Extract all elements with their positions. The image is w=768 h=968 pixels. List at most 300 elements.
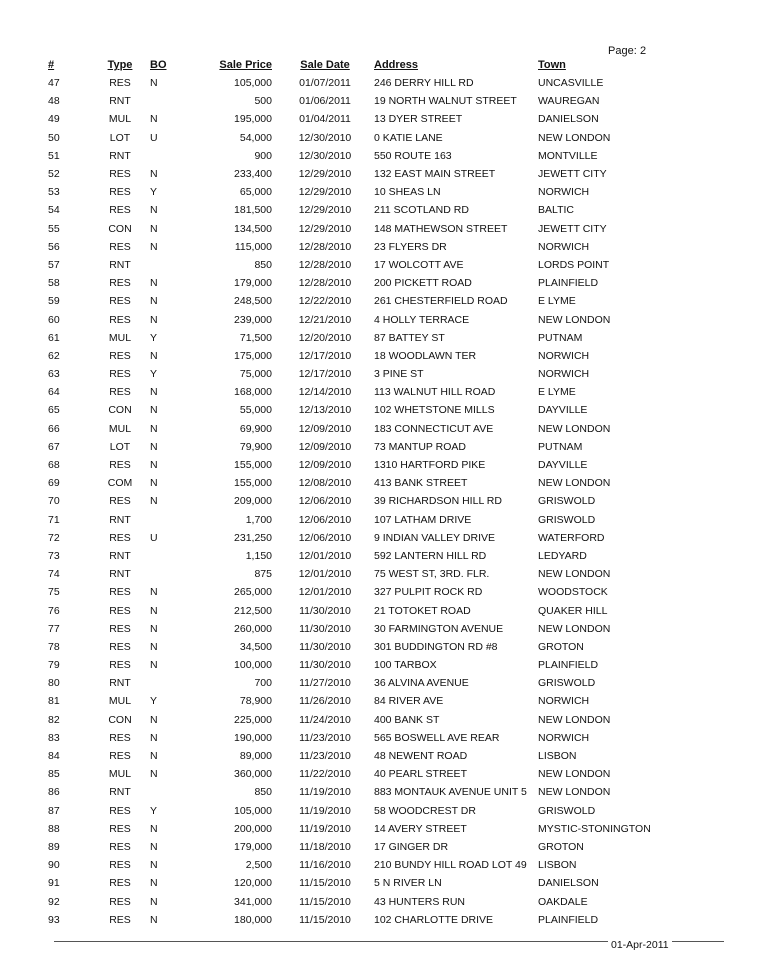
row-address: 30 FARMINGTON AVENUE	[374, 622, 504, 635]
row-sale-price: 115,000	[234, 240, 272, 253]
row-sale-price: 179,000	[234, 277, 272, 290]
row-bo: N	[150, 877, 158, 890]
row-address: 9 INDIAN VALLEY DRIVE	[374, 531, 495, 544]
table-row	[46, 492, 668, 510]
row-num: 92	[48, 895, 60, 908]
row-bo: N	[150, 840, 158, 853]
row-type: RES	[109, 913, 131, 926]
row-type: MUL	[108, 422, 132, 435]
row-sale-date: 12/28/2010	[298, 258, 352, 271]
row-address: 87 BATTEY ST	[374, 331, 445, 344]
footer-date: 01-Apr-2011	[608, 939, 672, 951]
row-bo: N	[150, 277, 158, 290]
row-num: 73	[48, 549, 60, 562]
table-row	[46, 601, 668, 619]
row-bo: N	[150, 859, 158, 872]
table-row	[46, 638, 668, 656]
row-bo: N	[150, 495, 158, 508]
row-type: RES	[109, 349, 131, 362]
row-num: 51	[48, 149, 60, 162]
row-bo: N	[150, 586, 158, 599]
row-address: 565 BOSWELL AVE REAR	[374, 731, 500, 744]
row-sale-price: 155,000	[234, 477, 272, 490]
row-sale-price: 79,900	[239, 440, 272, 453]
row-num: 89	[48, 840, 60, 853]
row-sale-date: 12/01/2010	[298, 549, 352, 562]
row-bo: N	[150, 168, 158, 181]
table-row	[46, 674, 668, 692]
row-sale-date: 12/22/2010	[298, 295, 352, 308]
table-row	[46, 838, 668, 856]
row-num: 70	[48, 495, 60, 508]
row-town: QUAKER HILL	[538, 604, 608, 617]
row-bo: N	[150, 822, 158, 835]
row-town: MONTVILLE	[538, 149, 598, 162]
row-town: WOODSTOCK	[538, 586, 608, 599]
row-town: JEWETT CITY	[538, 168, 607, 181]
row-town: NEW LONDON	[538, 622, 611, 635]
row-type: RNT	[109, 568, 131, 581]
row-sale-date: 12/09/2010	[298, 422, 352, 435]
row-sale-date: 12/06/2010	[298, 531, 352, 544]
table-row	[46, 147, 668, 165]
row-type: RES	[109, 277, 131, 290]
row-town: PUTNAM	[538, 331, 583, 344]
row-type: RES	[109, 459, 131, 472]
table-row	[46, 383, 668, 401]
row-type: CON	[108, 404, 132, 417]
row-num: 55	[48, 222, 60, 235]
row-sale-date: 11/22/2010	[299, 768, 351, 781]
row-sale-price: 181,500	[234, 204, 272, 217]
row-town: GRISWOLD	[538, 513, 596, 526]
row-num: 85	[48, 768, 60, 781]
row-type: RES	[109, 186, 131, 199]
row-bo: N	[150, 604, 158, 617]
row-town: E LYME	[538, 386, 576, 399]
row-town: NORWICH	[538, 731, 590, 744]
row-sale-date: 12/29/2010	[298, 168, 352, 181]
row-type: RES	[109, 313, 131, 326]
row-address: 113 WALNUT HILL ROAD	[374, 386, 496, 399]
row-town: GROTON	[538, 840, 584, 853]
row-sale-price: 75,000	[239, 368, 272, 381]
row-type: RNT	[109, 786, 131, 799]
row-num: 86	[48, 786, 60, 799]
table-row	[46, 511, 668, 529]
row-type: RES	[109, 77, 131, 90]
row-town: NORWICH	[538, 349, 590, 362]
row-town: DAYVILLE	[538, 459, 588, 472]
row-sale-price: 233,400	[234, 168, 272, 181]
table-row	[46, 165, 668, 183]
table-row	[46, 347, 668, 365]
row-address: 18 WOODLAWN TER	[374, 349, 477, 362]
header-town: Town	[538, 59, 566, 71]
row-sale-date: 11/16/2010	[299, 859, 351, 872]
row-address: 84 RIVER AVE	[374, 695, 444, 708]
row-town: PLAINFIELD	[538, 913, 599, 926]
table-row	[46, 729, 668, 747]
row-bo: N	[150, 77, 158, 90]
row-address: 400 BANK ST	[374, 713, 440, 726]
row-sale-date: 12/29/2010	[298, 222, 352, 235]
row-type: RES	[109, 877, 131, 890]
row-address: 3 PINE ST	[374, 368, 424, 381]
row-num: 83	[48, 731, 60, 744]
row-sale-date: 01/04/2011	[299, 113, 351, 126]
row-address: 592 LANTERN HILL RD	[374, 549, 487, 562]
row-bo	[150, 674, 188, 692]
row-num: 50	[48, 131, 60, 144]
row-address: 183 CONNECTICUT AVE	[374, 422, 494, 435]
row-type: RNT	[109, 513, 131, 526]
table-row	[46, 110, 668, 128]
row-sale-date: 11/30/2010	[299, 622, 351, 635]
row-bo	[150, 511, 188, 529]
row-address: 43 HUNTERS RUN	[374, 895, 466, 908]
row-sale-price: 239,000	[234, 313, 272, 326]
row-sale-date: 12/21/2010	[298, 313, 352, 326]
row-type: MUL	[108, 331, 132, 344]
row-sale-price: 231,250	[234, 531, 272, 544]
row-sale-price: 260,000	[234, 622, 272, 635]
row-bo: Y	[150, 695, 158, 708]
row-num: 79	[48, 659, 60, 672]
row-sale-date: 11/15/2010	[299, 895, 351, 908]
row-sale-date: 11/30/2010	[299, 640, 351, 653]
row-num: 88	[48, 822, 60, 835]
row-bo: N	[150, 750, 158, 763]
row-sale-price: 78,900	[239, 695, 272, 708]
row-num: 90	[48, 859, 60, 872]
row-num: 53	[48, 186, 60, 199]
row-type: MUL	[108, 768, 132, 781]
row-address: 19 NORTH WALNUT STREET	[374, 95, 517, 108]
row-sale-date: 12/13/2010	[298, 404, 352, 417]
table-row	[46, 256, 668, 274]
row-sale-price: 134,500	[234, 222, 272, 235]
table-row	[46, 74, 668, 92]
row-num: 48	[48, 95, 60, 108]
table-row	[46, 892, 668, 910]
table-row	[46, 129, 668, 147]
table-row	[46, 711, 668, 729]
row-town: E LYME	[538, 295, 576, 308]
row-type: RES	[109, 240, 131, 253]
row-num: 57	[48, 258, 60, 271]
row-num: 66	[48, 422, 60, 435]
row-sale-date: 12/30/2010	[298, 149, 352, 162]
row-type: RES	[109, 895, 131, 908]
table-row	[46, 401, 668, 419]
row-bo	[150, 547, 188, 565]
row-address: 107 LATHAM DRIVE	[374, 513, 472, 526]
row-num: 69	[48, 477, 60, 490]
row-sale-price: 700	[254, 677, 272, 690]
row-sale-price: 155,000	[234, 459, 272, 472]
row-sale-date: 12/14/2010	[298, 386, 352, 399]
table-row	[46, 92, 668, 110]
row-town: BALTIC	[538, 204, 574, 217]
row-type: RES	[109, 204, 131, 217]
row-town: LISBON	[538, 859, 577, 872]
row-sale-price: 875	[254, 568, 272, 581]
row-sale-date: 11/19/2010	[299, 822, 351, 835]
row-sale-date: 12/17/2010	[298, 349, 352, 362]
row-sale-date: 11/19/2010	[299, 804, 351, 817]
row-bo: N	[150, 640, 158, 653]
row-bo: U	[150, 531, 158, 544]
row-num: 84	[48, 750, 60, 763]
row-sale-date: 12/08/2010	[298, 477, 352, 490]
row-sale-date: 11/27/2010	[299, 677, 351, 690]
row-sale-price: 225,000	[234, 713, 272, 726]
row-address: 10 SHEAS LN	[374, 186, 441, 199]
row-address: 23 FLYERS DR	[374, 240, 447, 253]
row-num: 78	[48, 640, 60, 653]
row-bo: N	[150, 386, 158, 399]
header-type: Type	[107, 59, 133, 71]
row-sale-date: 12/29/2010	[298, 204, 352, 217]
row-type: RNT	[109, 677, 131, 690]
row-bo: N	[150, 895, 158, 908]
table-row	[46, 220, 668, 238]
row-address: 39 RICHARDSON HILL RD	[374, 495, 502, 508]
row-town: MYSTIC-STONINGTON	[538, 822, 651, 835]
row-sale-price: 500	[254, 95, 272, 108]
row-address: 21 TOTOKET ROAD	[374, 604, 471, 617]
page-number: 2	[640, 45, 647, 57]
header-sale-price: Sale Price	[219, 59, 272, 71]
row-address: 73 MANTUP ROAD	[374, 440, 466, 453]
row-num: 91	[48, 877, 60, 890]
row-sale-price: 195,000	[234, 113, 272, 126]
row-num: 75	[48, 586, 60, 599]
row-sale-date: 11/30/2010	[299, 604, 351, 617]
row-num: 49	[48, 113, 60, 126]
row-sale-price: 55,000	[239, 404, 272, 417]
row-town: GRISWOLD	[538, 804, 596, 817]
row-address: 13 DYER STREET	[374, 113, 463, 126]
row-bo: Y	[150, 368, 158, 381]
row-town: NEW LONDON	[538, 313, 611, 326]
row-num: 65	[48, 404, 60, 417]
table-row	[46, 820, 668, 838]
row-num: 63	[48, 368, 60, 381]
row-sale-price: 1,150	[245, 549, 272, 562]
row-sale-date: 12/29/2010	[298, 186, 352, 199]
row-bo: N	[150, 731, 158, 744]
row-num: 81	[48, 695, 60, 708]
row-address: 1310 HARTFORD PIKE	[374, 459, 486, 472]
row-sale-price: 71,500	[239, 331, 272, 344]
table-row	[46, 747, 668, 765]
row-address: 75 WEST ST, 3RD. FLR.	[374, 568, 490, 581]
row-type: RES	[109, 822, 131, 835]
row-sale-date: 12/28/2010	[298, 277, 352, 290]
row-num: 52	[48, 168, 60, 181]
row-sale-price: 105,000	[234, 77, 272, 90]
row-town: NORWICH	[538, 186, 590, 199]
row-type: RES	[109, 586, 131, 599]
row-address: 550 ROUTE 163	[374, 149, 452, 162]
row-sale-price: 100,000	[234, 659, 272, 672]
row-type: COM	[107, 477, 133, 490]
row-num: 74	[48, 568, 60, 581]
row-town: DANIELSON	[538, 877, 599, 890]
table-row	[46, 438, 668, 456]
row-bo	[150, 565, 188, 583]
row-address: 0 KATIE LANE	[374, 131, 443, 144]
row-type: RES	[109, 840, 131, 853]
row-town: PLAINFIELD	[538, 277, 599, 290]
row-address: 40 PEARL STREET	[374, 768, 467, 781]
table-row	[46, 856, 668, 874]
row-town: NORWICH	[538, 240, 590, 253]
row-sale-date: 12/17/2010	[298, 368, 352, 381]
row-num: 80	[48, 677, 60, 690]
row-sale-date: 12/30/2010	[298, 131, 352, 144]
row-sale-price: 89,000	[239, 750, 272, 763]
row-sale-date: 01/07/2011	[299, 77, 351, 90]
row-sale-price: 190,000	[234, 731, 272, 744]
row-bo: N	[150, 913, 158, 926]
row-sale-date: 12/09/2010	[298, 440, 352, 453]
table-row	[46, 565, 668, 583]
row-bo: N	[150, 404, 158, 417]
row-type: RES	[109, 495, 131, 508]
row-type: LOT	[109, 440, 131, 453]
row-sale-date: 11/19/2010	[299, 786, 351, 799]
row-town: NEW LONDON	[538, 422, 611, 435]
row-bo: Y	[150, 331, 158, 344]
row-sale-date: 12/06/2010	[298, 513, 352, 526]
row-town: LEDYARD	[538, 549, 587, 562]
row-address: 5 N RIVER LN	[374, 877, 442, 890]
row-bo: N	[150, 222, 158, 235]
row-bo: Y	[150, 804, 158, 817]
row-town: WATERFORD	[538, 531, 605, 544]
table-row	[46, 529, 668, 547]
table-row	[46, 692, 668, 710]
row-num: 56	[48, 240, 60, 253]
row-type: RNT	[109, 258, 131, 271]
row-sale-date: 12/28/2010	[298, 240, 352, 253]
row-town: LISBON	[538, 750, 577, 763]
row-sale-date: 12/06/2010	[298, 495, 352, 508]
table-row	[46, 201, 668, 219]
table-body	[46, 74, 668, 929]
row-town: OAKDALE	[538, 895, 588, 908]
row-type: MUL	[108, 113, 132, 126]
row-sale-price: 179,000	[234, 840, 272, 853]
row-num: 58	[48, 277, 60, 290]
row-bo	[150, 92, 188, 110]
row-bo	[150, 783, 188, 801]
row-sale-price: 69,900	[239, 422, 272, 435]
row-bo: N	[150, 295, 158, 308]
row-sale-price: 850	[254, 786, 272, 799]
row-address: 210 BUNDY HILL ROAD LOT 49	[374, 859, 527, 872]
row-address: 58 WOODCREST DR	[374, 804, 476, 817]
row-num: 64	[48, 386, 60, 399]
row-bo: N	[150, 768, 158, 781]
row-sale-price: 212,500	[234, 604, 272, 617]
row-sale-price: 168,000	[234, 386, 272, 399]
row-num: 71	[48, 513, 60, 526]
table-row	[46, 765, 668, 783]
row-type: RES	[109, 622, 131, 635]
table-row	[46, 547, 668, 565]
row-bo: Y	[150, 186, 158, 199]
table-row	[46, 274, 668, 292]
table-row	[46, 420, 668, 438]
row-town: PUTNAM	[538, 440, 583, 453]
header-row	[46, 56, 668, 74]
row-type: RNT	[109, 95, 131, 108]
row-town: NEW LONDON	[538, 768, 611, 781]
row-bo: N	[150, 113, 158, 126]
row-type: RES	[109, 368, 131, 381]
row-sale-price: 180,000	[234, 913, 272, 926]
row-sale-date: 11/30/2010	[299, 659, 351, 672]
row-bo: N	[150, 440, 158, 453]
row-bo: N	[150, 204, 158, 217]
row-address: 17 WOLCOTT AVE	[374, 258, 464, 271]
row-address: 148 MATHEWSON STREET	[374, 222, 508, 235]
row-town: NORWICH	[538, 695, 590, 708]
row-sale-date: 01/06/2011	[299, 95, 351, 108]
row-bo: N	[150, 713, 158, 726]
row-address: 301 BUDDINGTON RD #8	[374, 640, 498, 653]
row-num: 47	[48, 77, 60, 90]
row-bo: N	[150, 422, 158, 435]
row-address: 100 TARBOX	[374, 659, 437, 672]
row-num: 77	[48, 622, 60, 635]
table-row	[46, 292, 668, 310]
row-sale-price: 105,000	[234, 804, 272, 817]
row-town: DAYVILLE	[538, 404, 588, 417]
row-sale-price: 209,000	[234, 495, 272, 508]
row-sale-price: 54,000	[239, 131, 272, 144]
row-bo: N	[150, 240, 158, 253]
row-sale-price: 265,000	[234, 586, 272, 599]
row-type: CON	[108, 222, 132, 235]
row-bo: N	[150, 349, 158, 362]
row-town: WAUREGAN	[538, 95, 600, 108]
row-type: RNT	[109, 149, 131, 162]
row-town: NEW LONDON	[538, 568, 611, 581]
row-address: 327 PULPIT ROCK RD	[374, 586, 483, 599]
row-sale-price: 120,000	[234, 877, 272, 890]
sales-table	[46, 56, 668, 929]
row-type: RES	[109, 295, 131, 308]
table-row	[46, 456, 668, 474]
row-address: 261 CHESTERFIELD ROAD	[374, 295, 508, 308]
row-sale-date: 11/15/2010	[299, 913, 351, 926]
row-town: NORWICH	[538, 368, 590, 381]
row-sale-price: 34,500	[239, 640, 272, 653]
row-sale-price: 2,500	[245, 859, 272, 872]
row-bo: N	[150, 622, 158, 635]
row-type: CON	[108, 713, 132, 726]
row-sale-price: 360,000	[234, 768, 272, 781]
row-address: 17 GINGER DR	[374, 840, 449, 853]
row-address: 36 ALVINA AVENUE	[374, 677, 469, 690]
table-row	[46, 911, 668, 929]
row-sale-price: 900	[254, 149, 272, 162]
